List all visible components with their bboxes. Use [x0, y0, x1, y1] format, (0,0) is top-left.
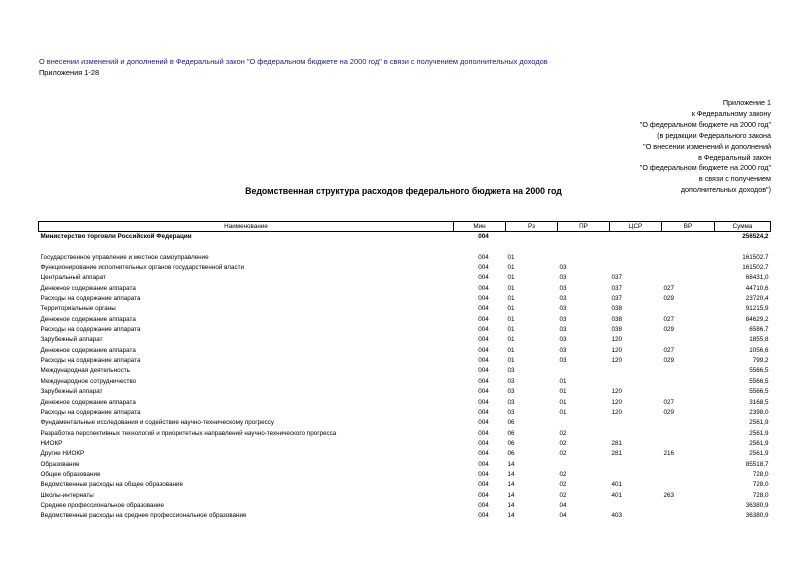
- cell-min: 004: [478, 501, 489, 509]
- cell-pr: 01: [559, 398, 567, 406]
- cell-sum: 23720,4: [745, 295, 769, 303]
- cell-pr: 04: [559, 512, 567, 520]
- cell-vr: [662, 263, 715, 273]
- cell-csr: 038: [611, 326, 623, 334]
- cell-csr: [610, 501, 662, 511]
- cell-vr: 216: [663, 450, 675, 458]
- table-row: [39, 449, 771, 459]
- cell-sum: 728,0: [752, 470, 769, 478]
- cell-min: 004: [478, 346, 489, 354]
- cell-name: Денежное содержание аппарата: [40, 315, 136, 323]
- cell-name: Фундаментальные исследования и содействие научно-техническому прогрессу: [40, 419, 275, 427]
- cell-rz: 01: [507, 253, 515, 261]
- cell-min: 004: [478, 470, 489, 478]
- cell-rz: 03: [507, 398, 515, 406]
- table-row: [39, 511, 771, 521]
- cell-csr: [610, 460, 662, 470]
- cell-csr: 037: [611, 284, 623, 292]
- cell-vr: [662, 273, 715, 283]
- cell-sum: 728,0: [752, 481, 769, 489]
- cell-pr: 03: [559, 315, 567, 323]
- cell-name: Зарубежный аппарат: [40, 388, 103, 396]
- cell-rz: 03: [507, 367, 515, 375]
- table-row: [39, 501, 771, 511]
- cell-pr: 01: [559, 377, 567, 385]
- cell-vr: [662, 335, 715, 345]
- cell-rz: 03: [507, 408, 515, 416]
- cell-name: Денежное содержание аппарата: [40, 346, 136, 354]
- cell-pr: 02: [559, 450, 567, 458]
- cell-sum: 36380,9: [745, 512, 769, 520]
- cell-sum: 5566,5: [749, 377, 769, 385]
- cell-pr: 03: [559, 284, 567, 292]
- cell-sum: 256524,2: [742, 233, 769, 240]
- cell-rz: 03: [507, 377, 515, 385]
- cell-name: Расходы на содержание аппарата: [40, 295, 141, 303]
- cell-min: 004: [478, 357, 489, 365]
- cell-csr: 120: [611, 408, 623, 416]
- cell-rz: 01: [507, 284, 515, 292]
- header-csr: ЦСР: [610, 222, 662, 232]
- cell-pr: 03: [559, 295, 567, 303]
- table-row: [39, 429, 771, 439]
- annex-line: к Федеральному закону: [691, 108, 771, 118]
- cell-csr: 038: [611, 315, 623, 323]
- cell-pr: 03: [559, 336, 567, 344]
- cell-name: Денежное содержание аппарата: [40, 398, 136, 406]
- cell-rz: 01: [507, 274, 515, 282]
- cell-sum: 1855,8: [749, 336, 769, 344]
- cell-vr: 027: [663, 398, 675, 406]
- table-row: [39, 408, 771, 418]
- cell-csr: [610, 366, 662, 376]
- cell-pr: [558, 366, 610, 376]
- cell-vr: [662, 501, 715, 511]
- cell-min: 004: [478, 264, 489, 272]
- table-row: [39, 377, 771, 387]
- cell-sum: 5566,5: [749, 388, 769, 396]
- cell-pr: 04: [559, 501, 567, 509]
- table-row: [39, 439, 771, 449]
- cell-vr: [662, 480, 715, 490]
- cell-csr: 281: [611, 439, 623, 447]
- cell-csr: [610, 253, 662, 263]
- header-min: Мин: [454, 222, 506, 232]
- cell-rz: 01: [507, 315, 515, 323]
- cell-sum: 6586,7: [749, 326, 769, 334]
- cell-min: 004: [478, 398, 489, 406]
- table-row: [39, 325, 771, 335]
- cell-csr: 038: [611, 305, 623, 313]
- cell-min: 004: [478, 512, 489, 520]
- cell-csr: 120: [611, 388, 623, 396]
- cell-pr: 01: [559, 388, 567, 396]
- cell-vr: [662, 242, 715, 252]
- cell-csr: [610, 232, 662, 243]
- cell-name: Расходы на содержание аппарата: [40, 326, 141, 334]
- cell-min: 004: [478, 233, 489, 240]
- cell-pr: 02: [559, 429, 567, 437]
- cell-vr: 029: [663, 408, 675, 416]
- cell-rz: 14: [507, 470, 515, 478]
- table-row: [39, 273, 771, 283]
- cell-pr: 03: [559, 274, 567, 282]
- cell-name: НИОКР: [40, 439, 63, 447]
- cell-name: Школы-интернаты: [40, 491, 94, 499]
- cell-min: 004: [478, 450, 489, 458]
- annex-line: Приложение 1: [722, 98, 771, 107]
- cell-pr: 03: [559, 326, 567, 334]
- cell-pr: [558, 242, 610, 252]
- cell-vr: [662, 387, 715, 397]
- cell-csr: [610, 429, 662, 439]
- header-rz: Рз: [506, 222, 558, 232]
- cell-pr: 02: [559, 491, 567, 499]
- cell-pr: [558, 253, 610, 263]
- cell-vr: [662, 232, 715, 243]
- cell-sum: 5566,5: [749, 367, 769, 375]
- cell-sum: 68431,0: [745, 274, 769, 282]
- table-row: [39, 480, 771, 490]
- annex-line: в Федеральный закон: [698, 152, 771, 162]
- table-row: [39, 346, 771, 356]
- cell-min: [454, 242, 506, 252]
- table-row: [39, 232, 771, 243]
- cell-csr: [610, 470, 662, 480]
- cell-vr: 027: [663, 284, 675, 292]
- cell-min: 004: [478, 429, 489, 437]
- cell-name: Среднее профессиональное образование: [40, 501, 165, 509]
- cell-min: 004: [478, 408, 489, 416]
- cell-sum: 728,0: [752, 491, 769, 499]
- cell-csr: 037: [611, 295, 623, 303]
- cell-rz: 14: [507, 491, 515, 499]
- cell-csr: 401: [611, 481, 623, 489]
- cell-sum: 3168,5: [749, 398, 769, 406]
- cell-sum: 2561,9: [749, 450, 769, 458]
- cell-name: Функционирование исполнительных органов государственной власти: [40, 264, 245, 272]
- cell-name: Министерство торговли Российской Федерации: [40, 233, 192, 240]
- header-vr: ВР: [662, 222, 715, 232]
- cell-min: 004: [478, 367, 489, 375]
- cell-rz: 06: [507, 419, 515, 427]
- cell-csr: 120: [611, 336, 623, 344]
- cell-name: Ведомственные расходы на среднее профессиональное образование: [40, 512, 247, 520]
- cell-pr: 03: [559, 264, 567, 272]
- cell-rz: 01: [507, 357, 515, 365]
- cell-min: 004: [478, 419, 489, 427]
- table-row: [39, 263, 771, 273]
- cell-rz: 06: [507, 450, 515, 458]
- cell-pr: 02: [559, 470, 567, 478]
- cell-name: Расходы на содержание аппарата: [40, 357, 141, 365]
- annex-line: "О внесении изменений и дополнений: [643, 141, 771, 151]
- header-sum: Сумма: [715, 222, 771, 232]
- cell-name: Государственное управление и местное самоуправление: [40, 253, 209, 261]
- cell-vr: [662, 253, 715, 263]
- cell-rz: [506, 242, 558, 252]
- cell-min: 004: [478, 326, 489, 334]
- table-header-row: [39, 222, 771, 232]
- table-row: [39, 242, 771, 252]
- cell-pr: 03: [559, 305, 567, 313]
- cell-pr: [558, 232, 610, 243]
- cell-vr: [662, 470, 715, 480]
- cell-min: 004: [478, 481, 489, 489]
- cell-csr: 403: [611, 512, 623, 520]
- cell-sum: 2561,9: [749, 429, 769, 437]
- cell-pr: 01: [559, 408, 567, 416]
- table-row: [39, 335, 771, 345]
- cell-sum: 799,2: [752, 357, 769, 365]
- cell-vr: [662, 429, 715, 439]
- header-name: Наименование: [39, 222, 454, 232]
- annex-caption: [640, 98, 771, 196]
- cell-min: 004: [478, 336, 489, 344]
- cell-vr: [662, 418, 715, 428]
- header-pr: ПР: [558, 222, 610, 232]
- cell-vr: 029: [663, 357, 675, 365]
- cell-sum: 84629,2: [745, 315, 769, 323]
- cell-min: 004: [478, 388, 489, 396]
- annex-line: "О федеральном бюджете на 2000 год": [639, 119, 771, 129]
- cell-rz: 06: [507, 439, 515, 447]
- table-row: [39, 460, 771, 470]
- cell-vr: [662, 511, 715, 521]
- cell-vr: 027: [663, 346, 675, 354]
- cell-csr: [610, 263, 662, 273]
- cell-rz: 14: [507, 460, 515, 468]
- cell-pr: 02: [559, 481, 567, 489]
- cell-sum: 1056,6: [749, 346, 769, 354]
- cell-name: Международная деятельность: [40, 367, 130, 375]
- cell-name: [39, 242, 454, 252]
- cell-rz: [506, 232, 558, 243]
- cell-pr: [558, 418, 610, 428]
- cell-sum: 36380,9: [745, 501, 769, 509]
- cell-min: 004: [478, 253, 489, 261]
- cell-name: Центральный аппарат: [40, 274, 106, 282]
- cell-rz: 06: [507, 429, 515, 437]
- table-row: [39, 304, 771, 314]
- cell-sum: [715, 242, 771, 252]
- cell-pr: 03: [559, 346, 567, 354]
- appendices-label: Приложения 1-28: [39, 68, 100, 77]
- cell-rz: 14: [507, 481, 515, 489]
- cell-rz: 03: [507, 388, 515, 396]
- cell-csr: 281: [611, 450, 623, 458]
- cell-vr: 029: [663, 295, 675, 303]
- table-row: [39, 253, 771, 263]
- cell-vr: [662, 304, 715, 314]
- table-row: [39, 366, 771, 376]
- cell-vr: [662, 377, 715, 387]
- cell-rz: 01: [507, 336, 515, 344]
- table-row: [39, 294, 771, 304]
- cell-rz: 01: [507, 295, 515, 303]
- cell-min: 004: [478, 274, 489, 282]
- cell-sum: 44710,6: [745, 284, 769, 292]
- cell-name: Ведомственные расходы на общее образование: [40, 481, 183, 489]
- cell-csr: [610, 242, 662, 252]
- cell-sum: 2561,9: [749, 439, 769, 447]
- cell-min: 004: [478, 377, 489, 385]
- cell-vr: 263: [663, 491, 675, 499]
- cell-sum: 161502,7: [742, 253, 769, 261]
- cell-csr: 120: [611, 346, 623, 354]
- cell-name: Другие НИОКР: [40, 450, 85, 458]
- cell-rz: 14: [507, 501, 515, 509]
- cell-name: Международное сотрудничество: [40, 377, 137, 385]
- annex-line: дополнительных доходов"): [680, 185, 771, 195]
- table-row: [39, 284, 771, 294]
- table-row: [39, 470, 771, 480]
- table-row: [39, 356, 771, 366]
- cell-min: 004: [478, 305, 489, 313]
- cell-rz: 01: [507, 326, 515, 334]
- cell-name: Зарубежный аппарат: [40, 336, 103, 344]
- table-row: [39, 398, 771, 408]
- cell-min: 004: [478, 284, 489, 292]
- cell-csr: 401: [611, 491, 623, 499]
- cell-name: Общее образование: [40, 470, 101, 478]
- document-title-link[interactable]: О внесении изменений и дополнений в Федеральный закон "О федеральном бюджете на 2000 год" в связи с получением дополнительных доходов: [39, 57, 548, 66]
- cell-csr: [610, 377, 662, 387]
- cell-name: Денежное содержание аппарата: [40, 284, 136, 292]
- annex-line: (в редакции Федерального закона: [657, 130, 771, 140]
- budget-table: [38, 221, 771, 522]
- cell-name: Расходы на содержание аппарата: [40, 408, 141, 416]
- table-row: [39, 315, 771, 325]
- cell-sum: 91215,9: [745, 305, 769, 313]
- cell-sum: 161502,7: [742, 264, 769, 272]
- page-title: Ведомственная структура расходов федерального бюджета на 2000 год: [245, 186, 562, 196]
- cell-name: Разработка перспективных технологий и приоритетных направлений научно-технического прогресса: [40, 429, 337, 437]
- cell-rz: 01: [507, 346, 515, 354]
- cell-min: 004: [478, 439, 489, 447]
- cell-csr: 120: [611, 398, 623, 406]
- annex-line: в связи с получением: [698, 174, 771, 184]
- cell-pr: 03: [559, 357, 567, 365]
- cell-pr: [558, 460, 610, 470]
- cell-name: Образование: [40, 460, 80, 468]
- cell-rz: 14: [507, 512, 515, 520]
- cell-rz: 01: [507, 305, 515, 313]
- cell-csr: 120: [611, 357, 623, 365]
- cell-sum: 2398,0: [749, 408, 769, 416]
- cell-vr: [662, 366, 715, 376]
- cell-min: 004: [478, 295, 489, 303]
- cell-min: 004: [478, 460, 489, 468]
- cell-csr: 037: [611, 274, 623, 282]
- cell-rz: 01: [507, 264, 515, 272]
- cell-name: Территориальные органы: [40, 305, 116, 313]
- cell-csr: [610, 418, 662, 428]
- cell-sum: 2561,9: [749, 419, 769, 427]
- cell-sum: 85518,7: [745, 460, 769, 468]
- cell-vr: 029: [663, 326, 675, 334]
- table-row: [39, 491, 771, 501]
- annex-line: "О федеральном бюджете на 2000 год": [639, 163, 771, 173]
- cell-vr: [662, 460, 715, 470]
- table-row: [39, 418, 771, 428]
- cell-vr: [662, 439, 715, 449]
- cell-vr: 027: [663, 315, 675, 323]
- cell-pr: 02: [559, 439, 567, 447]
- table-row: [39, 387, 771, 397]
- cell-min: 004: [478, 491, 489, 499]
- cell-min: 004: [478, 315, 489, 323]
